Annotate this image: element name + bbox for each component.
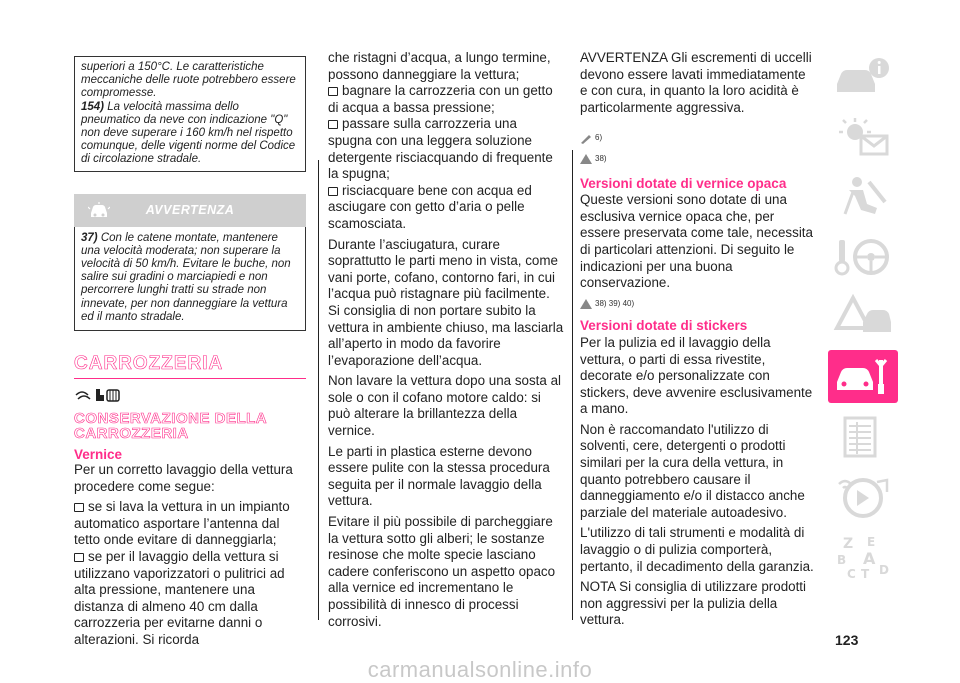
svg-text:T: T xyxy=(861,566,870,580)
bullet-item xyxy=(74,549,306,649)
bullet-item xyxy=(328,83,564,116)
paragraph: Per un corretto lavaggio della vettura procedere come segue: xyxy=(74,462,293,494)
svg-text:Z: Z xyxy=(843,535,854,552)
reference-a: 6) xyxy=(595,133,603,143)
paragraph: Non è raccomandato l'utilizzo di solventi, cere, detergenti o prodotti similari per la cura della vettura, in quanto potrebbero causare il danneggiamento e/o il distacco anche parziale del materiale autoadesivo. xyxy=(580,421,805,520)
checkbox-bullet-icon xyxy=(328,120,338,129)
paragraph: NOTA Si consiglia di utilizzare prodotti non aggressivi per la pulizia della vettura. xyxy=(580,579,806,628)
checkbox-bullet-icon xyxy=(74,503,84,512)
stickers-heading: Versioni dotate di stickers xyxy=(580,318,748,334)
column-3 xyxy=(580,50,816,633)
svg-text:E: E xyxy=(867,534,876,549)
column-divider xyxy=(572,150,573,620)
svg-text:B: B xyxy=(837,552,847,567)
multimedia-icon[interactable] xyxy=(828,470,898,523)
car-info-icon[interactable] xyxy=(828,50,898,103)
warning-37-number: 37) xyxy=(81,231,98,244)
bullet-text: se per il lavaggio della vettura si utilizzano vaporizzatori o pulitrici ad alta pressione, mantenere una distanza di almeno 40 cm dalla carrozzeria per evitarne danni o alterazioni. Si ricorda xyxy=(74,549,285,647)
paragraph: AVVERTENZA Gli escrementi di uccelli devono essere lavati immediatamente e con cura, in quanto la loro acidità è particolarmente aggressiva. xyxy=(580,50,812,115)
notes-box xyxy=(74,56,306,172)
column-1-body xyxy=(74,462,306,649)
watermark: carmanualsonline.info xyxy=(367,656,593,682)
svg-text:D: D xyxy=(879,562,889,577)
bullet-text: passare sulla carrozzeria una spugna con una leggera soluzione detergente risciacquando di frequente la spugna; xyxy=(328,116,553,182)
paragraph: Non lavare la vettura dopo una sosta al sole o con il cofano motore caldo: si può alterare la brillantezza della vernice. xyxy=(328,373,561,439)
subsection-heading: CONSERVAZIONE DELLA CARROZZERIA xyxy=(74,410,267,443)
paragraph: Per la pulizia ed il lavaggio della vettura, o parti di essa rivestite, decorate e/o personalizzate con stickers, deve avvenire esclusivamente a mano. xyxy=(580,334,813,417)
svg-text:C: C xyxy=(847,566,856,580)
reference-c: 38) 39) 40) xyxy=(595,298,635,308)
note-154-number: 154) xyxy=(81,100,105,113)
svg-text:A: A xyxy=(863,548,876,568)
column-1 xyxy=(74,56,306,653)
column-divider xyxy=(318,160,319,620)
paragraph: Evitare il più possibile di parcheggiare la vettura sotto gli alberi; le sostanze resinose che molte specie lasciano cadere conferiscono un aspetto opaco alla vernice ed incrementano le possibilità di innesco di processi corrosivi. xyxy=(328,514,556,629)
checkbox-bullet-icon xyxy=(74,553,84,562)
vernice-heading: Vernice xyxy=(74,447,123,463)
paragraph: Durante l’asciugatura, curare soprattutto le parti meno in vista, come vani porte, cofano, contorno fari, in cui l’acqua può ristagnare più facilmente. Si consiglia di non portare subito la vettura in ambiente chiuso, ma lasciarla all’aperto in modo da favorire l’evaporazione dell’acqua. xyxy=(328,236,564,368)
paragraph: Queste versioni sono dotate di una esclusiva vernice opaca che, per essere preservata come tale, necessita di particolari attenzioni. Di seguito le indicazioni per una buona conservazione. xyxy=(580,192,813,291)
bullet-item xyxy=(328,116,564,182)
index-letters-icon[interactable] xyxy=(828,530,898,583)
warning-triangle-icon xyxy=(580,299,592,309)
checkbox-bullet-icon xyxy=(328,87,338,96)
paragraph: che ristagni d’acqua, a lungo termine, possono danneggiare la vettura; xyxy=(328,50,551,82)
bullet-item xyxy=(328,183,564,233)
paragraph: L'utilizzo di tali strumenti e modalità di lavaggio o di pulizia comporterà, pertanto, il decadimento della garanzia. xyxy=(580,525,814,574)
bullet-text: risciacquare bene con acqua ed asciugare con getto d’aria o pelle scamosciata. xyxy=(328,182,532,231)
bullet-text: se si lava la vettura in un impianto automatico asportare l’antenna dal tetto onde evitare di danneggiarla; xyxy=(74,499,290,548)
pencil-icon xyxy=(580,134,592,144)
note-154 xyxy=(81,101,299,167)
note-154-text: La velocità massima dello pneumatico da neve con indicazione "Q" non deve superare i 160 km/h nel rispetto comunque, delle vigenti norme del Codice di circolazione stradale. xyxy=(81,100,296,166)
bullet-item xyxy=(74,499,306,549)
warning-car-icon xyxy=(88,202,110,225)
note-continued: superiori a 150°C. Le caratteristiche meccaniche delle ruote potrebbero essere compromesse. xyxy=(81,61,296,100)
chapter-sidebar xyxy=(828,50,898,590)
checkbox-bullet-icon xyxy=(328,187,338,196)
bullet-text: bagnare la carrozzeria con un getto di acqua a bassa pressione; xyxy=(328,83,553,115)
section-heading: CARROZZERIA xyxy=(74,353,224,375)
warning-37-text: Con le catene montate, mantenere una velocità moderata; non superare la velocità di 50 km/h. Evitare le buche, non salire sui gradini o marciapiedi e non percorrere lunghi tratti su strade non innevate, per non danneggiare la vettura ed il manto stradale. xyxy=(81,231,291,323)
opaque-paint-heading: Versioni dotate di vernice opaca xyxy=(580,175,787,191)
page-number: 123 xyxy=(835,632,859,648)
seat-airbag-icon[interactable] xyxy=(828,170,898,223)
steering-key-icon[interactable] xyxy=(828,230,898,283)
car-maintenance-icon[interactable] xyxy=(828,350,898,403)
warning-header xyxy=(74,194,306,227)
reference-b: 38) xyxy=(595,153,607,163)
car-wash-icon xyxy=(74,385,306,405)
column-2 xyxy=(328,50,564,634)
warning-box xyxy=(74,227,306,331)
breakdown-warning-icon[interactable] xyxy=(828,290,898,343)
paragraph: Le parti in plastica esterne devono essere pulite con la stessa procedura seguita per il normale lavaggio della vettura. xyxy=(328,443,550,509)
warning-triangle-icon xyxy=(580,154,592,164)
warning-light-envelope-icon[interactable] xyxy=(828,110,898,163)
specs-table-icon[interactable] xyxy=(828,410,898,463)
warning-title: AVVERTENZA xyxy=(145,203,235,218)
reference-marks xyxy=(580,151,816,168)
reference-marks xyxy=(580,130,816,147)
reference-marks xyxy=(580,296,816,313)
section-heading-wrap xyxy=(74,353,306,379)
